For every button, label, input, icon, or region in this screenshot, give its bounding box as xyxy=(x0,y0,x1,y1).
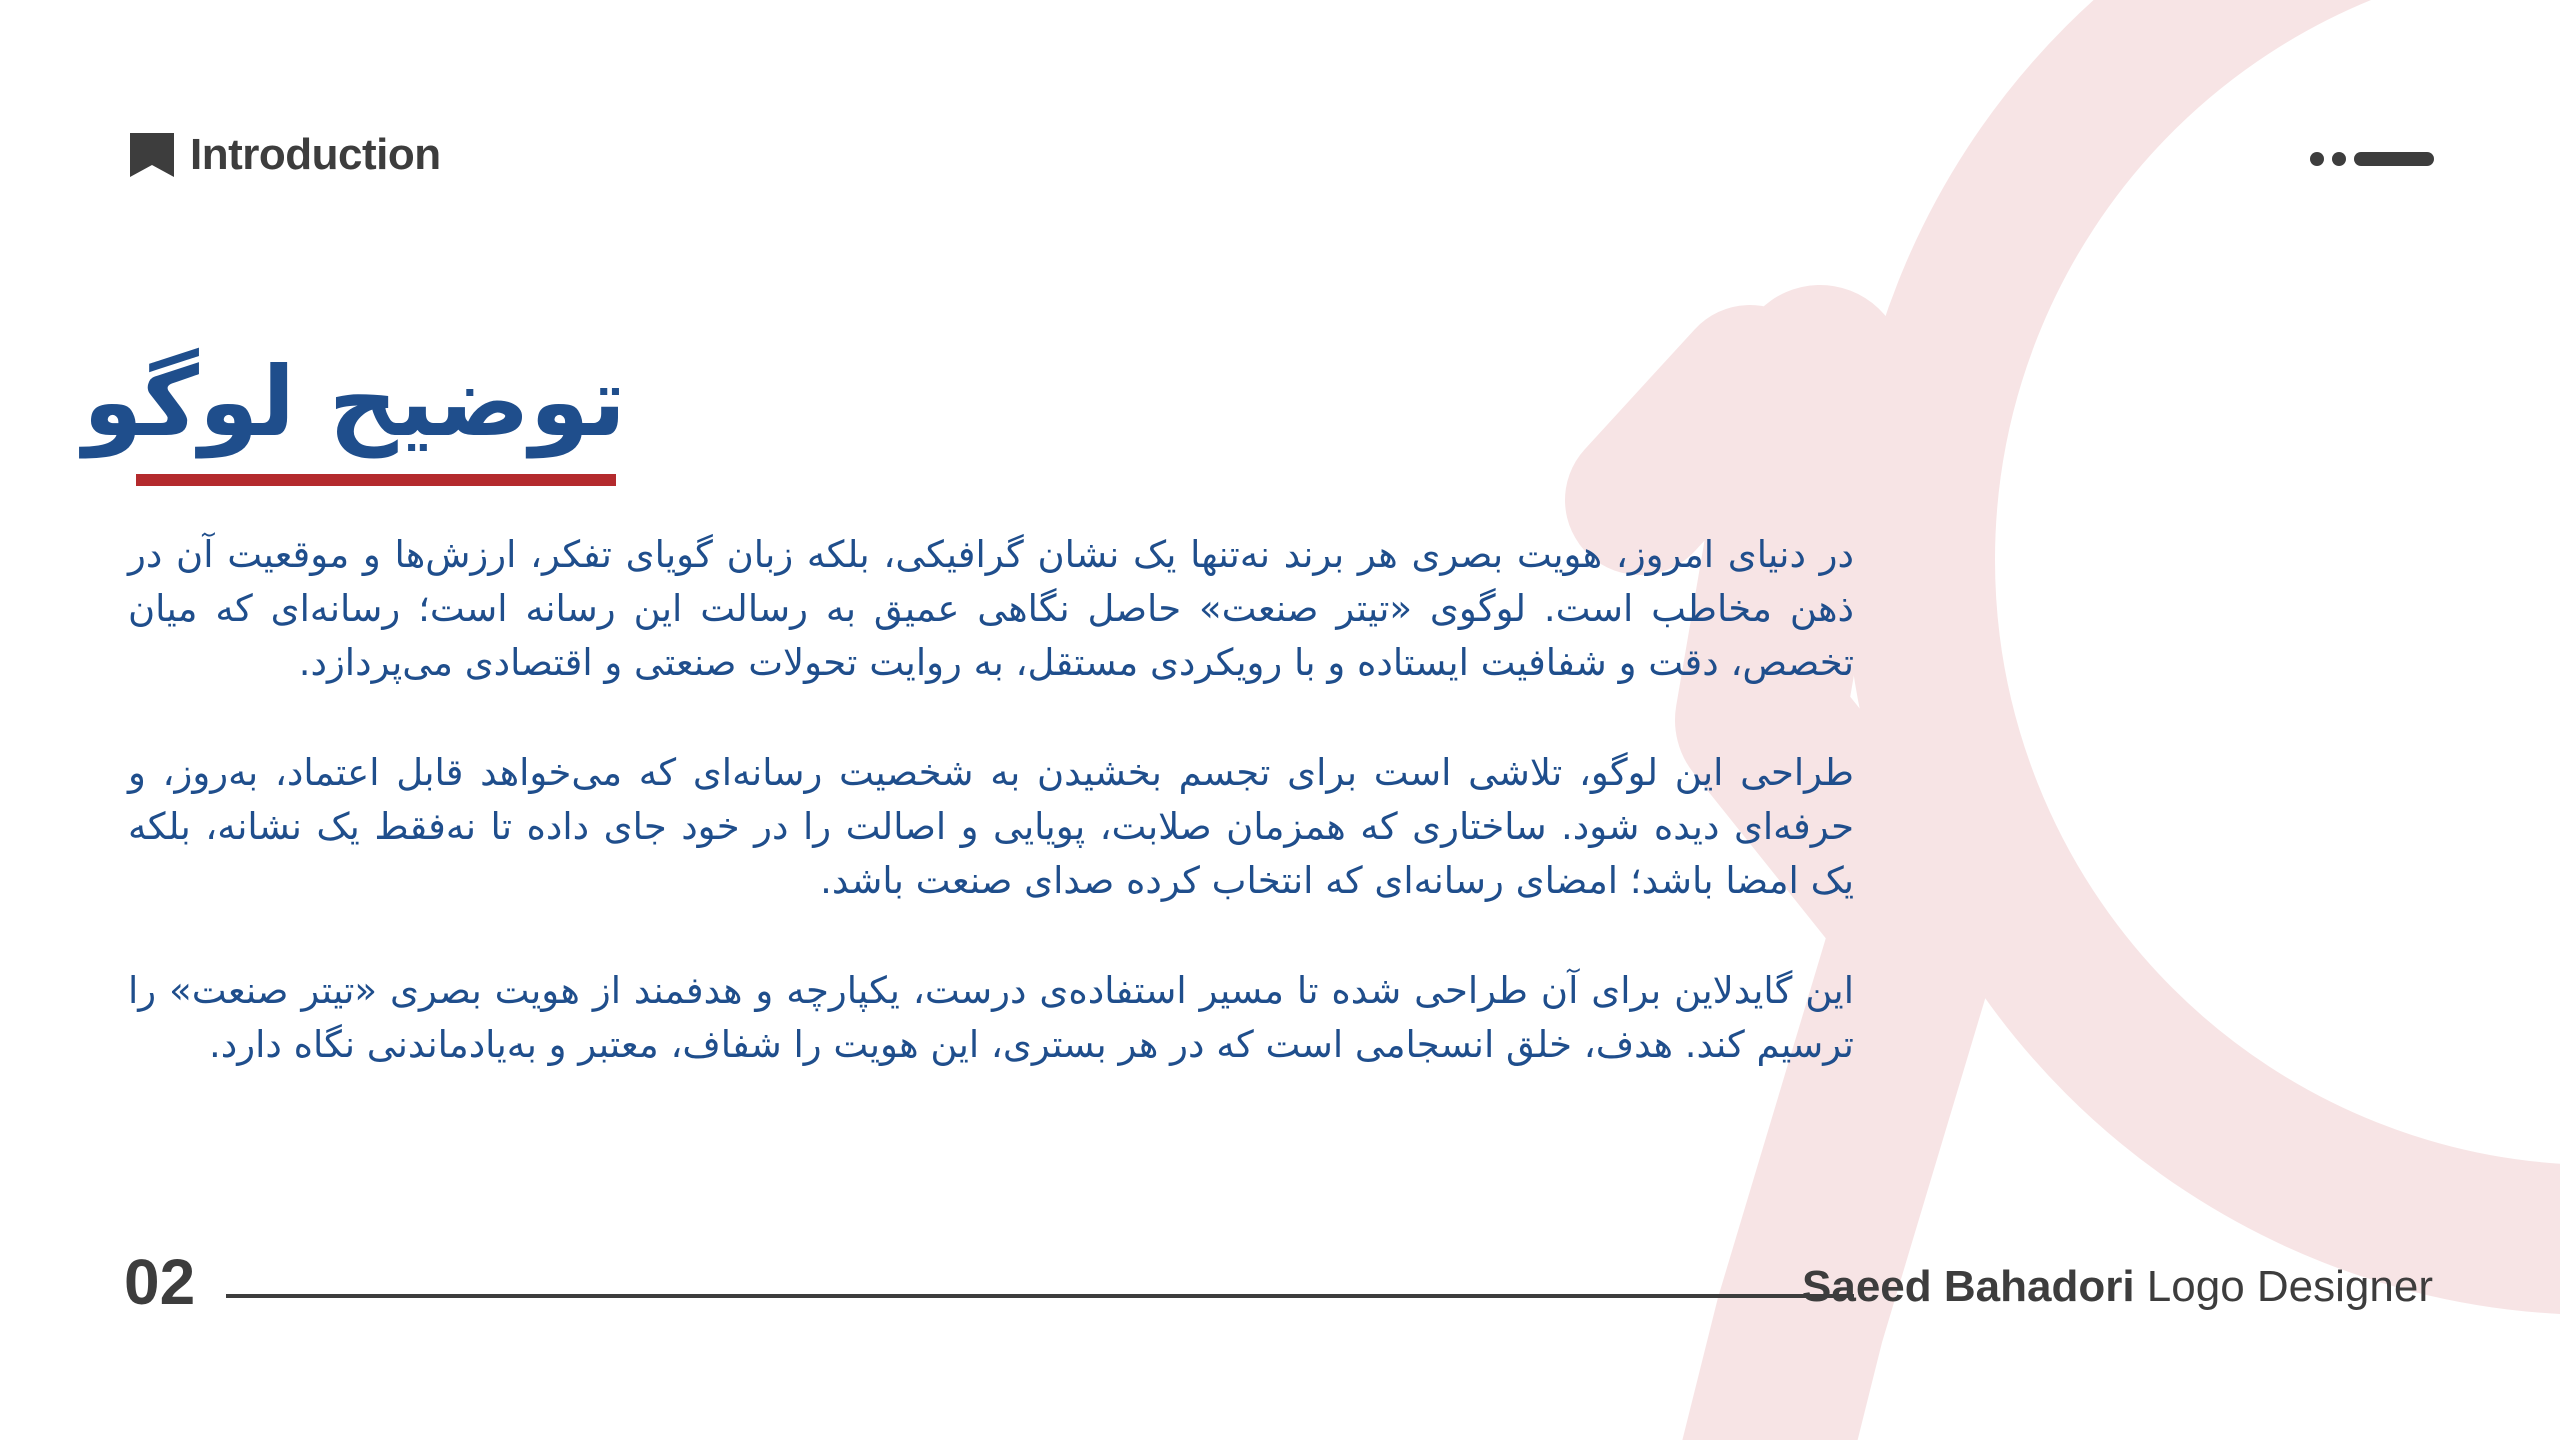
paragraph-3: این گایدلاین برای آن طراحی شده تا مسیر استفاده‌ی درست، یکپارچه و هدفمند از هویت بصری «تیتر صنعت» را ترسیم کند. هدف، خلق انسجامی است که در هر بستری، این هویت را شفاف، معتبر و به‌یادماندنی نگاه دارد. xyxy=(128,969,1854,1066)
body-text xyxy=(128,528,1854,1128)
footer-divider xyxy=(226,1294,1854,1298)
title-block xyxy=(82,346,626,458)
bookmark-icon xyxy=(128,131,176,179)
indicator-bar xyxy=(2354,152,2434,166)
author-credit xyxy=(1802,1262,2433,1312)
paragraph-2: طراحی این لوگو، تلاشی است برای تجسم بخشیدن به شخصیت رسانه‌ای که می‌خواهد قابل اعتماد، به‌روز، و حرفه‌ای دیده شود. ساختاری که همزمان صلابت، پویایی و اصالت را در خود جای داده تا نه‌فقط یک نشانه، بلکه یک امضا باشد؛ امضای رسانه‌ای که انتخاب کرده صدای صنعت باشد. xyxy=(128,751,1854,902)
author-role: Logo Designer xyxy=(2146,1262,2433,1311)
menu-indicator-icon xyxy=(2310,152,2434,166)
page-number: 02 xyxy=(124,1246,196,1318)
title-underline xyxy=(136,474,616,486)
paragraph-1: در دنیای امروز، هویت بصری هر برند نه‌تنها یک نشان گرافیکی، بلکه زبان گویای تفکر، ارزش‌ها و موقعیت آن در ذهن مخاطب است. لوگوی «تیتر صنعت» حاصل نگاهی عمیق به رسالت این رسانه است؛ رسانه‌ای که میان تخصص، دقت و شفافیت ایستاده و با رویکردی مستقل، به روایت تحولات صنعتی و اقتصادی می‌پردازد. xyxy=(128,533,1854,684)
author-name: Saeed Bahadori xyxy=(1802,1262,2135,1311)
section-header xyxy=(128,130,441,180)
indicator-dot xyxy=(2310,152,2324,166)
section-label: Introduction xyxy=(190,130,441,179)
decor-blob xyxy=(1640,380,1750,500)
page-title: توضیح لوگو xyxy=(82,346,626,458)
indicator-dot xyxy=(2332,152,2346,166)
decor-ring xyxy=(1920,0,2560,1240)
